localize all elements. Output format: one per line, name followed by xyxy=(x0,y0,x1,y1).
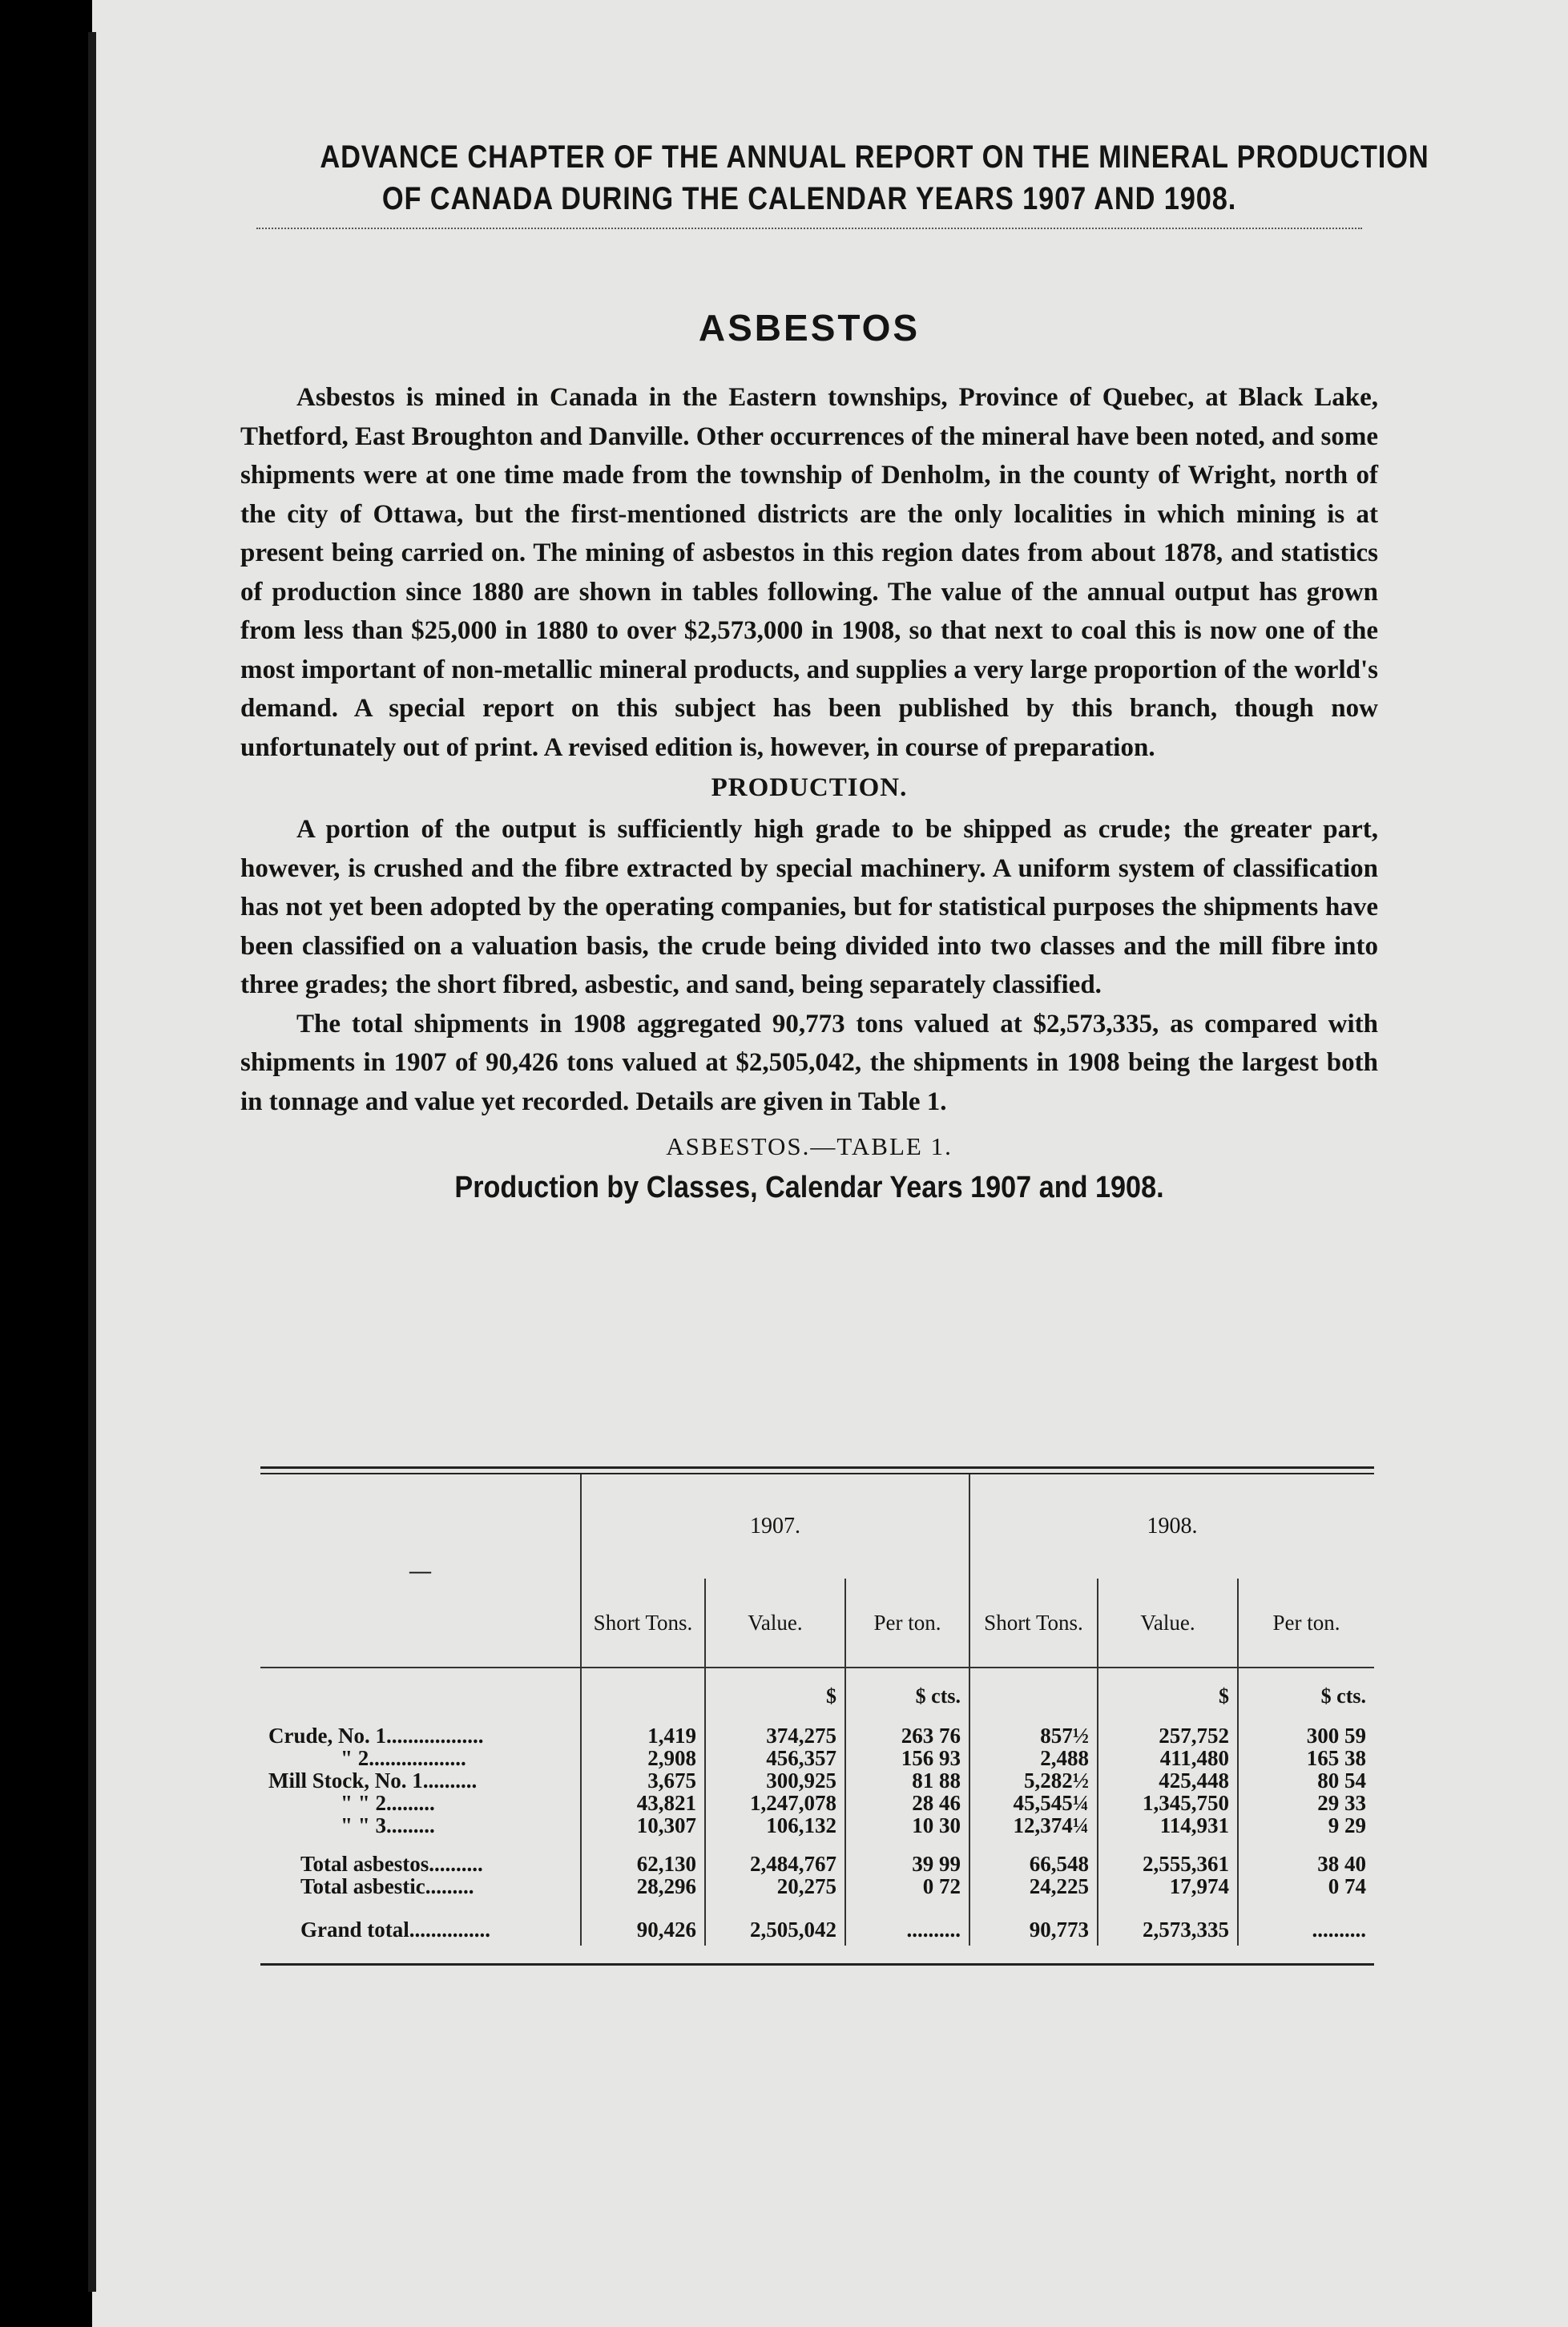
cell: 28,296 xyxy=(581,1875,705,1897)
year-1907-header: 1907. xyxy=(581,1474,969,1579)
stub-header: — xyxy=(409,1558,431,1583)
cell: 10 30 xyxy=(845,1814,969,1837)
production-data-table xyxy=(260,1474,1374,1946)
production-paragraph-1: A portion of the output is sufficiently high grade to be shipped as crude; the greater part, however, is crushed and the fibre extracted by special machinery. A uniform system of classification has not yet been adopted by the operating companies, but for statistical purposes the shipments have been classified on a valuation basis, the crude being divided into two classes and the mill fibre into three grades; the short fibred, asbestic, and sand, being separately classified. xyxy=(240,815,1378,999)
grand-total-row xyxy=(260,1914,1374,1946)
cell: .......... xyxy=(845,1914,969,1946)
cell: 0 72 xyxy=(845,1875,969,1897)
production-paragraph-2: The total shipments in 1908 aggregated 90,773 tons valued at $2,573,335, as compared with shipments in 1907 of 90,426 tons valued at $2,505,042, the shipments in 1908 being the largest both in tonnage and value yet recorded. Details are given in Table 1. xyxy=(240,1009,1378,1116)
table-caption: Production by Classes, Calendar Years 1907 and 1908. xyxy=(454,1171,1164,1204)
cell: 2,488 xyxy=(969,1747,1098,1769)
cell: 90,426 xyxy=(581,1914,705,1946)
cell: 114,931 xyxy=(1098,1814,1238,1837)
cell: 80 54 xyxy=(1238,1769,1374,1792)
report-header-line-1: ADVANCE CHAPTER OF THE ANNUAL REPORT ON THE MINERAL PRODUCTION xyxy=(320,139,1429,175)
cell: 156 93 xyxy=(845,1747,969,1769)
total-row xyxy=(260,1875,1374,1897)
cell: 257,752 xyxy=(1098,1724,1238,1747)
value-header: Value. xyxy=(705,1579,845,1668)
cell: 374,275 xyxy=(705,1724,845,1747)
cell: 90,773 xyxy=(969,1914,1098,1946)
section-title: ASBESTOS xyxy=(698,307,921,349)
table-top-rule xyxy=(260,1466,1374,1474)
cell: 2,573,335 xyxy=(1098,1914,1238,1946)
cell: 81 88 xyxy=(845,1769,969,1792)
unit-cell: $ cts. xyxy=(845,1668,969,1724)
unit-cell xyxy=(581,1668,705,1724)
cell: 300 59 xyxy=(1238,1724,1374,1747)
table-row xyxy=(260,1747,1374,1769)
cell: 24,225 xyxy=(969,1875,1098,1897)
row-label: " " 3......... xyxy=(341,1813,435,1837)
unit-cell xyxy=(969,1668,1098,1724)
cell: 2,908 xyxy=(581,1747,705,1769)
header-rule xyxy=(256,228,1362,229)
cell: 1,419 xyxy=(581,1724,705,1747)
row-label: Total asbestos.......... xyxy=(300,1852,483,1876)
cell: 29 33 xyxy=(1238,1792,1374,1814)
unit-cell: $ xyxy=(1098,1668,1238,1724)
cell: 0 74 xyxy=(1238,1875,1374,1897)
cell: 3,675 xyxy=(581,1769,705,1792)
cell: 300,925 xyxy=(705,1769,845,1792)
cell: 39 99 xyxy=(845,1853,969,1875)
table-row xyxy=(260,1792,1374,1814)
row-label: Crude, No. 1.................. xyxy=(268,1724,484,1748)
cell: 66,548 xyxy=(969,1853,1098,1875)
cell: 10,307 xyxy=(581,1814,705,1837)
cell: 2,484,767 xyxy=(705,1853,845,1875)
table-row xyxy=(260,1814,1374,1837)
cell: 9 29 xyxy=(1238,1814,1374,1837)
cell: 2,505,042 xyxy=(705,1914,845,1946)
intro-paragraph: Asbestos is mined in Canada in the Eastern townships, Province of Quebec, at Black Lake, Thetford, East Broughton and Danville. Other occurrences of the mineral have been noted, and some shipments were at one time made from the township of Denholm, in the county of Wright, north of the city of Ottawa, but the first-mentioned districts are the only localities in which mining is at present being carried on. The mining of asbestos in this region dates from about 1878, and statistics of production since 1880 are shown in tables following. The value of the annual output has grown from less than $25,000 in 1880 to over $2,573,000 in 1908, so that next to coal this is now one of the most important of non-metallic mineral products, and supplies a very large proportion of the world's demand. A special report on this subject has been published by this branch, though now unfortunately out of print. A revised edition is, however, in course of preparation. xyxy=(240,383,1378,762)
cell: 5,282½ xyxy=(969,1769,1098,1792)
per-ton-header: Per ton. xyxy=(1238,1579,1374,1668)
cell: 45,545¼ xyxy=(969,1792,1098,1814)
cell: 165 38 xyxy=(1238,1747,1374,1769)
cell: 43,821 xyxy=(581,1792,705,1814)
cell: 1,345,750 xyxy=(1098,1792,1238,1814)
per-ton-header: Per ton. xyxy=(845,1579,969,1668)
cell: 263 76 xyxy=(845,1724,969,1747)
cell: 38 40 xyxy=(1238,1853,1374,1875)
short-tons-header: Short Tons. xyxy=(969,1579,1098,1668)
cell: 28 46 xyxy=(845,1792,969,1814)
cell: 1,247,078 xyxy=(705,1792,845,1814)
cell: 17,974 xyxy=(1098,1875,1238,1897)
cell: 456,357 xyxy=(705,1747,845,1769)
table-bottom-rule xyxy=(260,1963,1374,1966)
table-row xyxy=(260,1769,1374,1792)
unit-cell: $ xyxy=(705,1668,845,1724)
report-header-line-2: OF CANADA DURING THE CALENDAR YEARS 1907 AND 1908. xyxy=(381,181,1237,216)
page-binding-edge xyxy=(88,32,96,2292)
table-label: ASBESTOS.—TABLE 1. xyxy=(666,1132,953,1160)
production-table xyxy=(260,1466,1374,1966)
document-body xyxy=(240,136,1429,1205)
cell: 425,448 xyxy=(1098,1769,1238,1792)
row-label: " " 2......... xyxy=(341,1791,435,1815)
cell: 106,132 xyxy=(705,1814,845,1837)
row-label: Mill Stock, No. 1.......... xyxy=(268,1768,478,1793)
cell: 62,130 xyxy=(581,1853,705,1875)
cell: .......... xyxy=(1238,1914,1374,1946)
value-header: Value. xyxy=(1098,1579,1238,1668)
cell: 411,480 xyxy=(1098,1747,1238,1769)
cell: 2,555,361 xyxy=(1098,1853,1238,1875)
production-heading: PRODUCTION. xyxy=(711,773,908,802)
table-row xyxy=(260,1724,1374,1747)
row-label: Total asbestic......... xyxy=(300,1874,474,1898)
unit-cell: $ cts. xyxy=(1238,1668,1374,1724)
total-row xyxy=(260,1853,1374,1875)
cell: 20,275 xyxy=(705,1875,845,1897)
year-1908-header: 1908. xyxy=(969,1474,1374,1579)
row-label: Grand total............... xyxy=(300,1918,491,1942)
short-tons-header: Short Tons. xyxy=(581,1579,705,1668)
cell: 12,374¼ xyxy=(969,1814,1098,1837)
row-label: " 2.................. xyxy=(341,1746,466,1770)
cell: 857½ xyxy=(969,1724,1098,1747)
